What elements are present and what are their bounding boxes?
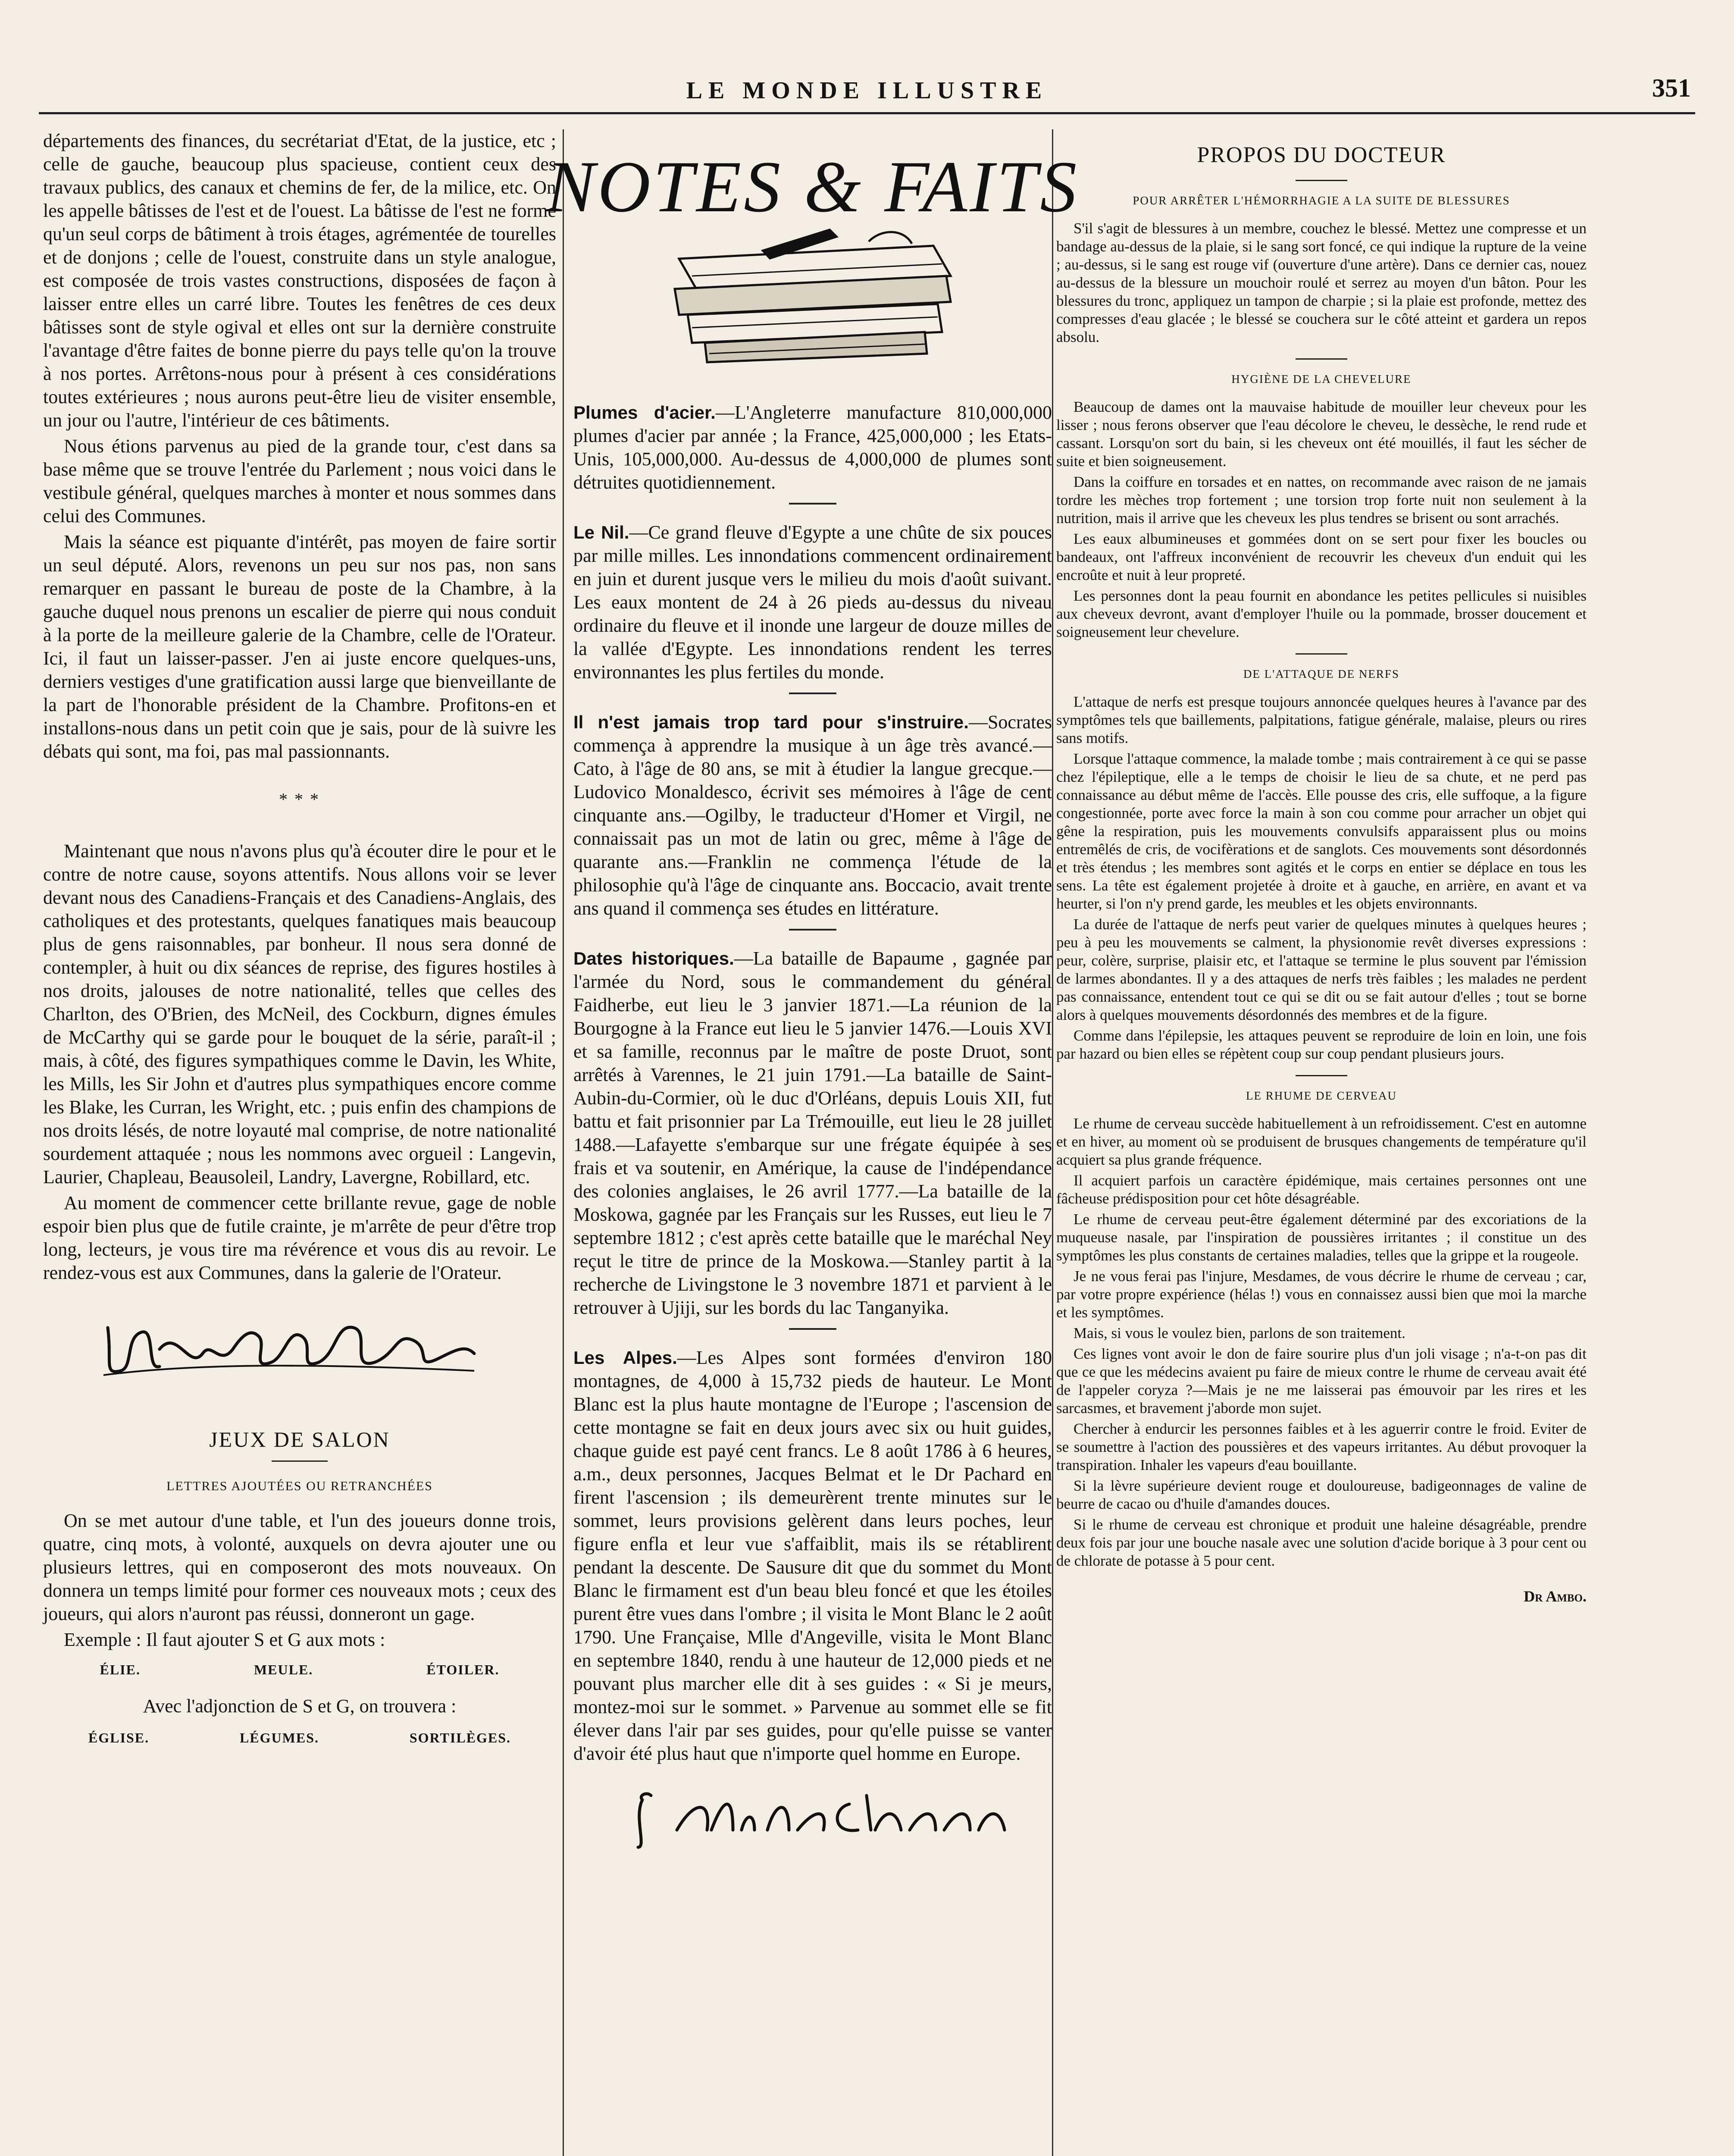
- article-title: POUR ARRÊTER L'HÉMORRHAGIE A LA SUITE DE BLESSURES: [1133, 194, 1510, 207]
- paragraph: Si le rhume de cerveau est chronique et produit une haleine désagréable, prendre deux fois par jour une bouche nasale avec une solution d'acide borique à 3 pour cent ou de chlorate de potasse à 5 pour cent.: [1056, 1516, 1587, 1569]
- divider: [789, 1328, 836, 1330]
- handwritten-signature-icon: [95, 1310, 483, 1384]
- news-entry: [573, 711, 1052, 920]
- word: SORTILÈGES.: [409, 1730, 511, 1745]
- notes-et-faits-banner-icon: [546, 146, 1080, 371]
- paragraph: Mais la séance est piquante d'intérêt, pas moyen de faire sortir un seul député. Alors, revenons un peu sur nos pas, non sans remarquer en passant le bureau de poste de la Chambre, à la gauche duquel nous prenons un escalier de pierre qui nous conduit à la porte de la meilleure galerie de la Chambre, celle de l'Orateur. Ici, il faut un laisser-passer. J'en ai juste encore quelques-uns, derniers vestiges d'une gratification aussi large que bienveillante de la part de l'honorable président de la Chambre. Profitons-en et installons-nous dans un petit coin que je sais, pour de là suivre les débats qui sont, ma foi, pas mal passionnants.: [43, 531, 556, 762]
- handwritten-signature-icon: [625, 1783, 1013, 1852]
- paragraph: Beaucoup de dames ont la mauvaise habitude de mouiller leur cheveux pour les lisser ; nous ferons observer que l'eau décolore le cheveu, le dessèche, le rend rude et cassant. Lorsqu'on sort du bain, si les cheveux ont été mouillés, il faut les sécher de suite et bien soigneusement.: [1056, 398, 1587, 470]
- news-entry: [573, 521, 1052, 684]
- entry-body: —Socrates commença à apprendre la musique à un âge très avancé.—Cato, à l'âge de 80 ans, se mit à étudier la langue grecque.—Ludovico Monaldesco, écrivit ses mémoires à l'âge de cent cinquante ans.—Ogilby, le traducteur d'Homer et Virgil, ne connaissait pas un mot de latin ou grec, même à l'âge de quarante ans.—Franklin ne commença l'étude de la philosophie qu'à l'âge de cinquante ans. Boccacio, avait trente ans quand il commença ses études en littérature.: [573, 711, 1052, 919]
- paragraph: Maintenant que nous n'avons plus qu'à écouter dire le pour et le contre de notre cause, soyons attentifs. Nous allons voir se lever devant nous des Canadiens-Français et des Canadiens-Anglais, des catholiques et des protestants, quelques fanatiques mais beaucoup plus de gens raisonnables, par bonheur. Il nous sera donné de contempler, à huit ou dix séances de reprise, des figures hostiles à nos droits, jalouses de notre nationalité, telles que celles des Charlton, des O'Brien, des McNeil, des Cockburn, dignes émules de McCarthy qui se garde pour le bouquet de la série, paraît-il ; mais, à côté, des figures sympathiques comme le Davin, les White, les Mills, les Sir John et d'autres plus sympathiques encore comme les Blake, les Curran, les Wright, etc. ; puis enfin des champions de nos droits lésés, de notre loyauté mal comprise, de notre nationalité sourdement attaquée ; nous les nommons avec orgueil : Langevin, Laurier, Chapleau, Beausoleil, Landry, Lavergne, Robillard, etc.: [43, 840, 556, 1188]
- paragraph: Il acquiert parfois un caractère épidémique, mais certaines personnes ont une fâcheuse prédisposition pour cet hôte désagréable.: [1056, 1172, 1587, 1207]
- word: ÉGLISE.: [88, 1730, 150, 1745]
- divider: [789, 929, 836, 931]
- article-title: DE L'ATTAQUE DE NERFS: [1243, 667, 1399, 680]
- paragraph: On se met autour d'une table, et l'un des joueurs donne trois, quatre, cinq mots, à volonté, auxquels on devra ajouter une ou plusieurs lettres, qui en composeront des mots nouveaux. On donnera un temps limité pour former ces nouveaux mots ; ceux des joueurs, qui alors n'auront pas réussi, donneront un gage.: [43, 1510, 556, 1624]
- paragraph: Comme dans l'épilepsie, les attaques peuvent se reproduire de loin en loin, une fois par hazard ou bien elles se répètent coup sur coup pendant plusieurs jours.: [1056, 1027, 1587, 1062]
- paragraph: Lorsque l'attaque commence, la malade tombe ; mais contrairement à ce qui se passe chez l'épileptique, elle a le temps de choisir le lieu de sa chute, et ne perd pas connaissance au début même de l'accès. Elle pousse des cris, elle suffoque, a la figure congestionnée, porte avec force la main à son cou comme pour arracher un objet qui gêne la respiration, puis les mouvements convulsifs apparaissent plus ou moins entremêlés de cris, de vocifèrations et de sanglots. Ces mouvements sont désordonnés et très étendus ; les membres sont agités et le corps en entier se déplace en tous les sens. La tête est également projetée à droite et à gauche, en arrière, en avant et va heurter, si l'on n'y prend garde, les meubles et les objets environnants.: [1056, 750, 1587, 912]
- entry-body: —Les Alpes sont formées d'environ 180 montagnes, de 4,000 à 15,732 pieds de hauteur. Le Mont Blanc est la plus haute montagne de l'Europe ; l'ascension de cette montagne se fait en deux jours avec six ou huit guides, chaque guide est payé cent francs. Le 8 août 1786 à 6 heures, a.m., deux personnes, Jacques Belmat et le Dr Pachard en firent l'ascension ; ils demeurèrent trente minutes sur le sommet, leurs provisions gelèrent dans leurs poches, leur figure enfla et leur vue s'affaiblit, mais ils se rétablirent pendant la descente. De Sausure dit que du sommet du Mont Blanc le firmament est d'un beau bleu foncé et que les étoiles purent être vues dans l'ombre ; il visita le Mont Blanc le 2 août 1790. Une Française, Mlle d'Angeville, visita le Mont Blanc en septembre 1840, rendu à une hauteur de 12,000 pieds et ne pouvant plus marcher elle dit à ses guides : « Si je meurs, montez-moi sur le sommet. » Parvenue au sommet elle se fit élever dans l'air par ses guides, pour qu'elle puisse se vanter d'avoir été plus haut que n'importe quel homme en Europe.: [573, 1347, 1052, 1764]
- column-divider: [1052, 129, 1053, 2156]
- paragraph: Nous étions parvenus au pied de la grande tour, c'est dans sa base même que se trouve l'entrée du Parlement ; nous voici dans le vestibule général, quelques marches à monter et nous sommes dans celui des Communes.: [43, 436, 556, 526]
- entry-lead: Dates historiques.: [573, 948, 734, 968]
- section-subtitle: LETTRES AJOUTÉES OU RETRANCHÉES: [166, 1479, 433, 1493]
- word: LÉGUMES.: [239, 1730, 319, 1745]
- entry-body: —Ce grand fleuve d'Egypte a une chûte de six pouces par mille milles. Les innondations commencent ordinairement en juin et durent jusque vers le milieu du mois d'août suivant. Les eaux montent de 24 à 26 pieds au-dessus du niveau ordinaire du fleuve et il inonde une largeur de douze milles de la vallée d'Egypte. Les innondations rendent les terres environnantes les plus fertiles du monde.: [573, 522, 1052, 683]
- entry-body: —La bataille de Bapaume , gagnée par l'armée du Nord, sous le commandement du général Faidherbe, eut lieu le 3 janvier 1871.—La réunion de la Bourgogne à la France eut lieu le 5 janvier 1476.—Louis XVI et sa famille, reconnus par le maître de poste Druot, sont arrêtés à Varennes, le 21 juin 1791.—La bataille de Saint-Aubin-du-Cormier, où le duc d'Orléans, depuis Louis XII, fut battu et fait prisonnier par La Trémouille, eut lieu le 28 juillet 1488.—Lafayette s'embarque sur une frégate équipée à ses frais et va soutenir, en Amérique, la cause de l'indépendance des colonies anglaises, le 26 avril 1777.—La bataille de la Moskowa, gagnée par les Français sur les Russes, eut lieu le 7 septembre 1812 ; c'est après cette bataille que le maréchal Ney reçut le titre de prince de la Moskowa.—Stanley partit à la recherche de Livingstone le 3 novembre 1871 et parvient à le retrouver à Ujiji, sur les bords du lac Tanganyika.: [573, 948, 1052, 1318]
- masthead: [39, 73, 1695, 114]
- example-words: [43, 1662, 556, 1678]
- paragraph: Exemple : Il faut ajouter S et G aux mots :: [64, 1629, 385, 1650]
- author-signature: Dr Ambo.: [1524, 1588, 1587, 1605]
- masthead-title: LE MONDE ILLUSTRE: [686, 77, 1048, 104]
- paragraph: Chercher à endurcir les personnes faibles et à les aguerrir contre le froid. Eviter de se soumettre à l'action des poussières et des vapeurs irritantes. Au début provoquer la transpiration. Inhaler les vapeurs d'eau bouillante.: [1056, 1420, 1587, 1473]
- entry-lead: Les Alpes.: [573, 1348, 677, 1368]
- news-entry: [573, 1346, 1052, 1765]
- paragraph: Le rhume de cerveau succède habituellement à un refroidissement. C'est en automne et en hiver, au moment où se produisent de brusques changements de température qu'il acquiert sa plus grande fréquence.: [1056, 1115, 1587, 1168]
- column-divider: [563, 129, 564, 2156]
- paragraph: Dans la coiffure en torsades et en nattes, on recommande avec raison de ne jamais tordre les mèches trop fortement ; une torsion trop forte nuit non seulement à la nutrition, mais il arrive que les cheveux les plus tendres se brisent ou sont arrachés.: [1056, 473, 1587, 526]
- asterism: * * *: [279, 790, 320, 809]
- paragraph: Ces lignes vont avoir le don de faire sourire plus d'un joli visage ; n'a-t-on pas dit que ce que les médecins avaient pu faire de mieux contre le rhume de cerveau avait été de l'appeler coryza ?—Mais je ne me laisserai pas émouvoir par les rires et les sarcasmes, et bravement j'aborde mon sujet.: [1056, 1345, 1587, 1416]
- paragraph: L'attaque de nerfs est presque toujours annoncée quelques heures à l'avance par des symptômes tels que baillements, palpitations, fatigue générale, malaise, pleurs ou rires sans motifs.: [1056, 693, 1587, 746]
- section-heading: PROPOS DU DOCTEUR: [1197, 143, 1446, 167]
- word: MEULE.: [254, 1662, 313, 1677]
- divider: [1296, 180, 1347, 181]
- column-right: [1056, 129, 1587, 2156]
- divider: [272, 1460, 328, 1462]
- paragraph: Je ne vous ferai pas l'injure, Mesdames, de vous décrire le rhume de cerveau ; car, par votre propre expérience (hélas !) vous en connaissez aussi bien que moi la marche et les symptômes.: [1056, 1268, 1587, 1321]
- news-entry: [573, 401, 1052, 494]
- divider: [1296, 1075, 1347, 1076]
- entry-lead: Le Nil.: [573, 522, 629, 542]
- paragraph: Les personnes dont la peau fournit en abondance les petites pellicules si nuisibles aux cheveux devront, avant d'employer l'huile ou la pommade, brosser doucement et soigneusement leur chevelure.: [1056, 587, 1587, 640]
- divider: [1296, 358, 1347, 360]
- entry-lead: Il n'est jamais trop tard pour s'instruire.: [573, 712, 969, 732]
- word: ÉLIE.: [100, 1662, 141, 1677]
- paragraph: La durée de l'attaque de nerfs peut varier de quelques minutes à quelques heures ; peu à peu les mouvements se calment, la physionomie revêt diverses expressions : peur, colère, surprise, plaisir etc, et l'attaque se termine le plus souvent par l'émission de larmes abondantes. Il y a des attaques de nerfs très faibles ; les malades ne perdent pas connaissance, entendent tout ce qui se dit ou se fait autour d'elles ; tout se borne alors à quelques mouvements désordonnés des membres et de la figure.: [1056, 916, 1587, 1023]
- column-middle: [546, 129, 1080, 2156]
- paragraph: Si la lèvre supérieure devient rouge et douloureuse, badigeonnages de valine de beurre de cacao ou d'huile d'amandes douces.: [1056, 1477, 1587, 1512]
- paragraph: Au moment de commencer cette brillante revue, gage de noble espoir bien plus que de futile crainte, je m'arrête de peur d'être trop long, lecteurs, je vous tire ma révérence et vous dis au revoir. Le rendez-vous est aux Communes, dans la galerie de l'Orateur.: [43, 1192, 556, 1283]
- result-words: [43, 1730, 556, 1746]
- paragraph: Mais, si vous le voulez bien, parlons de son traitement.: [1074, 1325, 1405, 1341]
- news-entry: [573, 947, 1052, 1319]
- result-line: Avec l'adjonction de S et G, on trouvera :: [143, 1695, 457, 1717]
- divider: [789, 693, 836, 694]
- column-left: [43, 129, 556, 2156]
- section-title: JEUX DE SALON: [209, 1427, 390, 1451]
- word: ÉTOILER.: [426, 1662, 500, 1677]
- entry-body: —L'Angleterre manufacture 810,000,000 plumes d'acier par année ; la France, 425,000,000 ; les Etats-Unis, 105,000,000. Au-dessus de 4,000,000 de plumes sont détruites quotidiennement.: [573, 402, 1052, 493]
- paragraph: Le rhume de cerveau peut-être également déterminé par des excoriations de la muqueuse nasale, par l'inspiration de poussières irritantes ; il constitue un des symptômes les plus constants de certaines maladies, telles que la grippe et la rougeole.: [1056, 1211, 1587, 1264]
- article-title: LE RHUME DE CERVEAU: [1246, 1089, 1397, 1102]
- page-number: 351: [1652, 74, 1691, 102]
- paragraph: départements des finances, du secrétariat d'Etat, de la justice, etc ; celle de gauche, beaucoup plus spacieuse, contient ceux des travaux publics, des canaux et chemins de fer, de la milice, etc. On les appelle bâtisses de l'est et de l'ouest. La bâtisse de l'est ne forme qu'un seul corps de bâtiment à trois étages, agrémentée de tourelles et de donjons ; celle de l'ouest, construite dans un style analogue, est composée de trois vastes constructions, disposées de façon à laisser entre elles un carré libre. Toutes les fenêtres de ces deux bâtisses sont de style ogival et elles ont sur la dernière construite l'avantage d'être faites de bonne pierre du pays telle qu'on la trouve à nos portes. Arrêtons-nous pour à présent à ces considérations toutes extérieures ; nous aurons peut-être lieu de visiter ensemble, un jour ou l'autre, l'intérieur de ces bâtiments.: [43, 130, 556, 431]
- entry-lead: Plumes d'acier.: [573, 402, 716, 423]
- paragraph: Les eaux albumineuses et gommées dont on se sert pour fixer les boucles ou bandeaux, ont l'affreux inconvénient de recouvrir les cheveux d'un enduit qui les encroûte et nuit à leur propreté.: [1056, 530, 1587, 583]
- divider: [1296, 653, 1347, 655]
- article-title: HYGIÈNE DE LA CHEVELURE: [1231, 373, 1412, 385]
- banner-text: NOTES & FAITS: [546, 146, 1080, 227]
- divider: [789, 503, 836, 505]
- paragraph: S'il s'agit de blessures à un membre, couchez le blessé. Mettez une compresse et un bandage au-dessus de la plaie, si le sang sort foncé, ce qui indique la rupture de la veine ; au-dessus, si le sang est rouge vif (ouverture d'une artère). Dans ce dernier cas, nouez au-dessus de la blessure un mouchoir roulé et serrez au moyen d'un bâton. Pour les blessures du tronc, appliquez un tampon de charpie ; si la plaie est profonde, mettez des compresses d'eau glacée ; le blessé se couchera sur le côté atteint et gardera un repos absolu.: [1056, 220, 1587, 345]
